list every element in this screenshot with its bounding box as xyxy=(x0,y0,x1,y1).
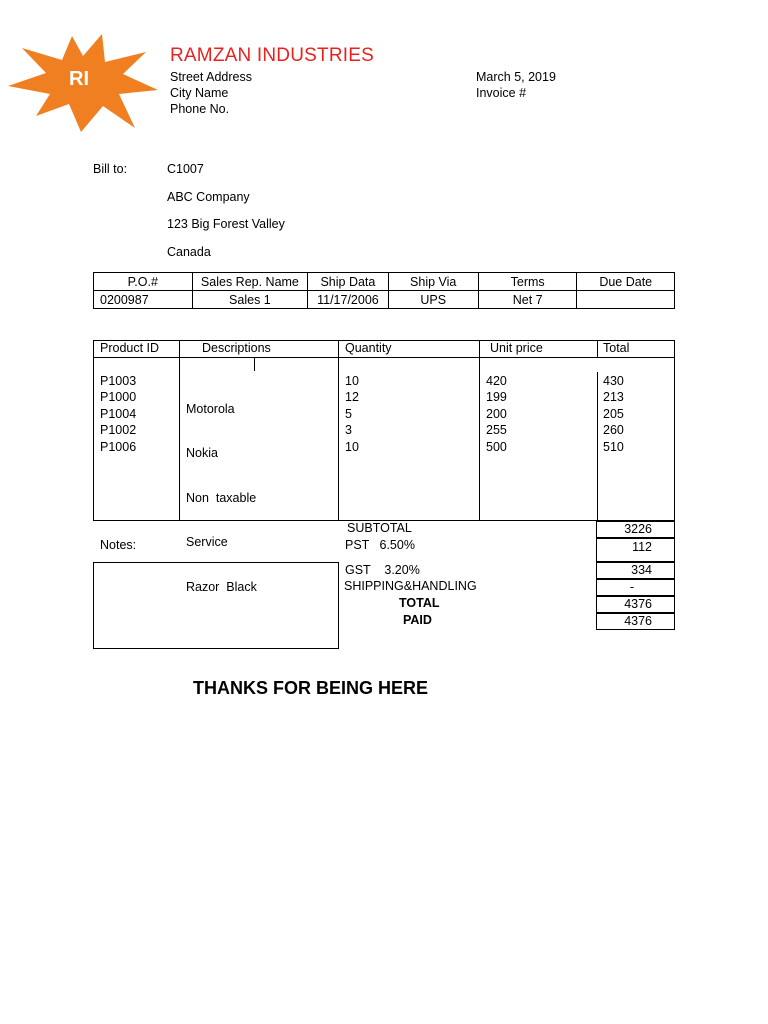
subtotal-label: SUBTOTAL xyxy=(347,521,412,535)
header-terms: Terms xyxy=(478,273,577,291)
product-total: 260 xyxy=(603,423,624,438)
items-header-unit-price: Unit price xyxy=(490,341,543,355)
items-header-quantity: Quantity xyxy=(345,341,392,355)
ship-via: UPS xyxy=(388,291,478,309)
shipping-value: - xyxy=(596,579,675,596)
header-due-date: Due Date xyxy=(577,273,675,291)
text-cursor xyxy=(254,358,255,371)
col-divider xyxy=(479,340,480,521)
city-name: City Name xyxy=(170,86,229,100)
phone-number: Phone No. xyxy=(170,102,230,116)
product-quantity: 10 xyxy=(345,374,359,388)
company-logo xyxy=(6,32,160,134)
col-divider xyxy=(597,372,598,521)
header-ship-via: Ship Via xyxy=(388,273,478,291)
gst-label: GST 3.20% xyxy=(345,563,420,577)
notes-box xyxy=(93,562,339,649)
thanks-message: THANKS FOR BEING HERE xyxy=(193,678,429,698)
col-divider xyxy=(338,340,339,521)
items-table xyxy=(93,340,675,521)
product-description: Nokia xyxy=(186,446,218,461)
logo-initials: RI xyxy=(69,68,89,90)
product-description: Service xyxy=(186,535,228,550)
terms: Net 7 xyxy=(478,291,577,309)
product-quantity: 10 xyxy=(345,439,359,454)
shipping-label: SHIPPING&HANDLING xyxy=(344,579,477,593)
pst-label: PST 6.50% xyxy=(345,538,415,552)
product-total: 510 xyxy=(603,439,624,454)
order-info-table xyxy=(93,272,675,309)
product-quantity: 12 xyxy=(345,390,359,405)
product-total: 213 xyxy=(603,390,624,405)
total-value: 4376 xyxy=(596,596,675,613)
paid-label: PAID xyxy=(403,613,432,627)
order-header-row xyxy=(94,273,675,291)
ship-date: 11/17/2006 xyxy=(308,291,388,309)
product-id-column xyxy=(100,373,136,455)
product-description: Motorola xyxy=(186,402,235,416)
product-unit-price: 500 xyxy=(486,439,507,454)
pst-value: 112 xyxy=(596,538,675,562)
header-ship-data: Ship Data xyxy=(308,273,388,291)
gst-value: 334 xyxy=(596,562,675,579)
product-description: Razor Black xyxy=(186,579,257,594)
customer-id: C1007 xyxy=(167,162,204,176)
items-header-total: Total xyxy=(603,341,630,355)
customer-company: ABC Company xyxy=(167,190,250,204)
product-quantity: 5 xyxy=(345,406,352,421)
po-number: 0200987 xyxy=(94,291,193,309)
customer-address: 123 Big Forest Valley xyxy=(167,217,285,231)
total-column xyxy=(603,373,624,455)
items-header-divider xyxy=(93,357,675,358)
product-total: 430 xyxy=(603,374,624,388)
product-id: P1003 xyxy=(100,374,137,388)
paid-value: 4376 xyxy=(596,613,675,630)
sales-rep: Sales 1 xyxy=(192,291,308,309)
invoice-date: March 5, 2019 xyxy=(476,70,556,84)
product-description: Non taxable xyxy=(186,490,257,505)
col-divider xyxy=(179,340,180,521)
unit-price-column xyxy=(486,373,507,455)
product-quantity: 3 xyxy=(345,423,352,438)
items-header-product-id: Product ID xyxy=(100,341,160,355)
product-unit-price: 199 xyxy=(486,390,507,405)
product-id: P1006 xyxy=(100,439,137,454)
product-id: P1002 xyxy=(100,423,137,438)
invoice-number-label: Invoice # xyxy=(476,86,527,100)
product-unit-price: 255 xyxy=(486,423,507,438)
product-unit-price: 420 xyxy=(486,374,507,388)
company-name: RAMZAN INDUSTRIES xyxy=(170,45,374,66)
order-value-row xyxy=(94,291,675,309)
bill-to-label: Bill to: xyxy=(93,162,128,176)
col-divider xyxy=(597,340,598,357)
product-unit-price: 200 xyxy=(486,406,507,421)
header-po: P.O.# xyxy=(94,273,193,291)
items-header-descriptions: Descriptions xyxy=(202,341,271,355)
street-address: Street Address xyxy=(170,70,252,84)
quantity-column xyxy=(345,373,359,455)
notes-label: Notes: xyxy=(100,538,137,552)
customer-country: Canada xyxy=(167,245,211,259)
product-id: P1004 xyxy=(100,406,137,421)
product-id: P1000 xyxy=(100,390,137,405)
subtotal-value: 3226 xyxy=(596,521,675,538)
product-total: 205 xyxy=(603,406,624,421)
total-label: TOTAL xyxy=(399,596,440,610)
due-date xyxy=(577,291,675,309)
header-sales-rep: Sales Rep. Name xyxy=(192,273,308,291)
